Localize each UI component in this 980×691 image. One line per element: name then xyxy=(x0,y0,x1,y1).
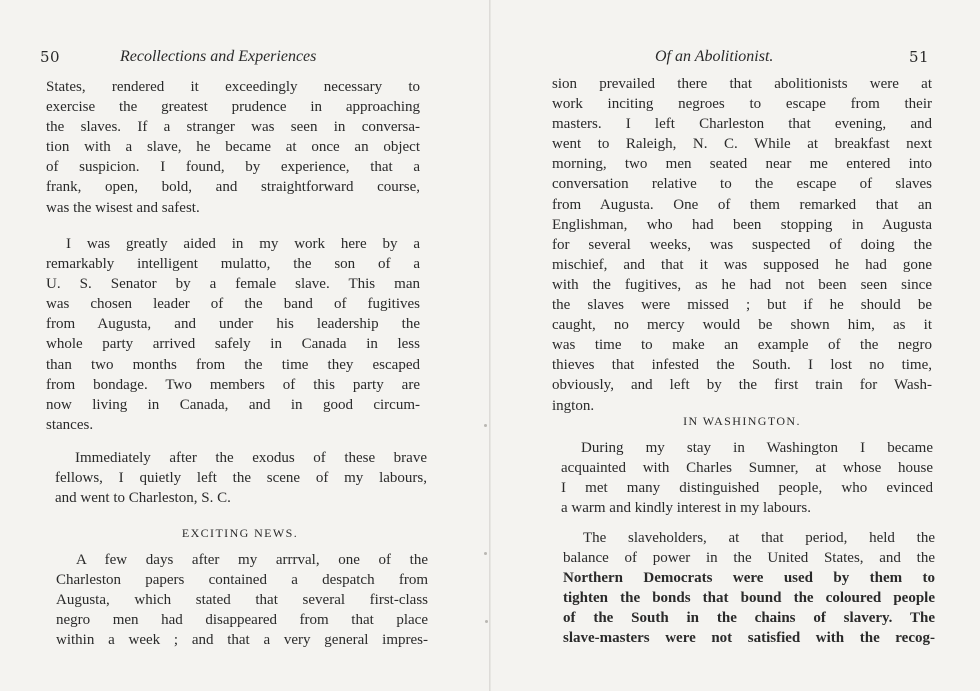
text-line: Augusta, which stated that several first-class xyxy=(56,592,428,609)
text-line: caught, no mercy would be shown him, as it xyxy=(552,317,932,334)
text-line: stances. xyxy=(46,416,94,433)
text-line: The slaveholders, at that period, held the xyxy=(583,530,935,546)
text-line: Charleston papers contained a despatch from xyxy=(56,572,428,589)
text-line: from bondage. Two members of this party are xyxy=(46,376,420,393)
left-running-title: Recollections and Experiences xyxy=(120,48,317,65)
right-section-heading: IN WASHINGTON. xyxy=(683,414,801,428)
right-page-header xyxy=(561,44,931,70)
right-running-title: Of an Abolitionist. xyxy=(655,48,774,65)
text-line: A few days after my arrrval, one of the xyxy=(76,552,428,568)
left-page xyxy=(0,0,489,691)
text-line: I was greatly aided in my work here by a xyxy=(66,236,420,252)
text-line: from Augusta. One of them remarked that an xyxy=(552,196,932,213)
text-line: with the fugitives, as he had not been seen since xyxy=(552,276,932,293)
text-line: exercise the greatest prudence in approaching xyxy=(46,99,420,116)
text-line: sion prevailed there that abolitionists were at xyxy=(552,76,932,92)
text-line: conversation relative to the escape of slaves xyxy=(552,176,932,193)
text-line: was time to make an example of the negro xyxy=(552,337,932,354)
text-line: slave-masters were not satisfied with the recog- xyxy=(563,630,935,647)
text-line: fellows, I quietly left the scene of my labours, xyxy=(55,470,427,487)
right-paragraph-2 xyxy=(561,438,933,518)
text-line: of the South in the chains of slavery. The xyxy=(563,610,935,627)
text-line: negro men had disappeared from that place xyxy=(56,612,428,629)
text-line: the slaves. If a stranger was seen in conversa- xyxy=(46,119,420,136)
text-line: tighten the bonds that bound the coloured people xyxy=(563,590,935,607)
text-line: morning, two men seated near me entered into xyxy=(552,156,932,173)
text-line: than two months from the time they escaped xyxy=(46,356,420,373)
text-line: frank, open, bold, and straightforward course, xyxy=(46,179,420,196)
text-line: During my stay in Washington I became xyxy=(581,440,933,456)
text-line: tion with a slave, he became at once an object xyxy=(46,139,420,156)
text-line: from Augusta, and under his leadership the xyxy=(46,316,420,333)
text-line: the slaves were missed ; but if he should be xyxy=(552,297,932,314)
text-line: was the wisest and safest. xyxy=(46,199,200,216)
print-speck xyxy=(484,424,487,427)
right-paragraph-3 xyxy=(563,528,935,649)
left-page-header xyxy=(40,44,440,70)
right-page xyxy=(491,0,980,691)
text-line: masters. I left Charleston that evening, and xyxy=(552,116,932,133)
right-page-number: 51 xyxy=(909,48,930,66)
print-speck xyxy=(484,552,487,555)
text-line: U. S. Senator by a female slave. This man xyxy=(46,276,420,293)
left-paragraph-3 xyxy=(55,448,427,508)
text-line: obviously, and left by the first train for Wash- xyxy=(552,377,932,394)
text-line: ington. xyxy=(552,397,595,414)
text-line: within a week ; and that a very general impres- xyxy=(56,632,428,649)
text-line: whole party arrived safely in Canada in less xyxy=(46,336,420,353)
text-line: Englishman, who had been stopping in Augusta xyxy=(552,216,932,233)
text-line: acquainted with Charles Sumner, at whose house xyxy=(561,460,933,477)
text-line: Northern Democrats were used by them to xyxy=(563,570,935,587)
text-line: thieves that infested the South. I lost no time, xyxy=(552,357,932,374)
text-line: States, rendered it exceedingly necessary to xyxy=(46,79,420,95)
text-line: remarkably intelligent mulatto, the son of a xyxy=(46,256,420,273)
text-line: mischief, and that it was supposed he had gone xyxy=(552,256,932,273)
text-line: balance of power in the United States, and the xyxy=(563,550,935,567)
print-speck xyxy=(485,620,488,623)
right-paragraph-1 xyxy=(552,74,932,416)
text-line: now living in Canada, and in good circum- xyxy=(46,396,420,413)
text-line: of suspicion. I found, by experience, that a xyxy=(46,159,420,176)
left-paragraph-4 xyxy=(56,550,428,650)
left-paragraph-2 xyxy=(46,234,420,435)
text-line: a warm and kindly interest in my labours. xyxy=(561,500,811,517)
left-section-heading: EXCITING NEWS. xyxy=(181,526,299,540)
text-line: I met many distinguished people, who evinced xyxy=(561,480,933,497)
left-page-number: 50 xyxy=(40,48,61,66)
text-line: was chosen leader of the band of fugitives xyxy=(46,296,420,313)
text-line: work inciting negroes to escape from their xyxy=(552,96,932,113)
text-line: and went to Charleston, S. C. xyxy=(55,490,231,507)
text-line: went to Raleigh, N. C. While at breakfast next xyxy=(552,136,932,153)
left-paragraph-1 xyxy=(46,77,420,218)
text-line: Immediately after the exodus of these brave xyxy=(75,450,427,466)
text-line: for several weeks, was suspected of doing the xyxy=(552,236,932,253)
